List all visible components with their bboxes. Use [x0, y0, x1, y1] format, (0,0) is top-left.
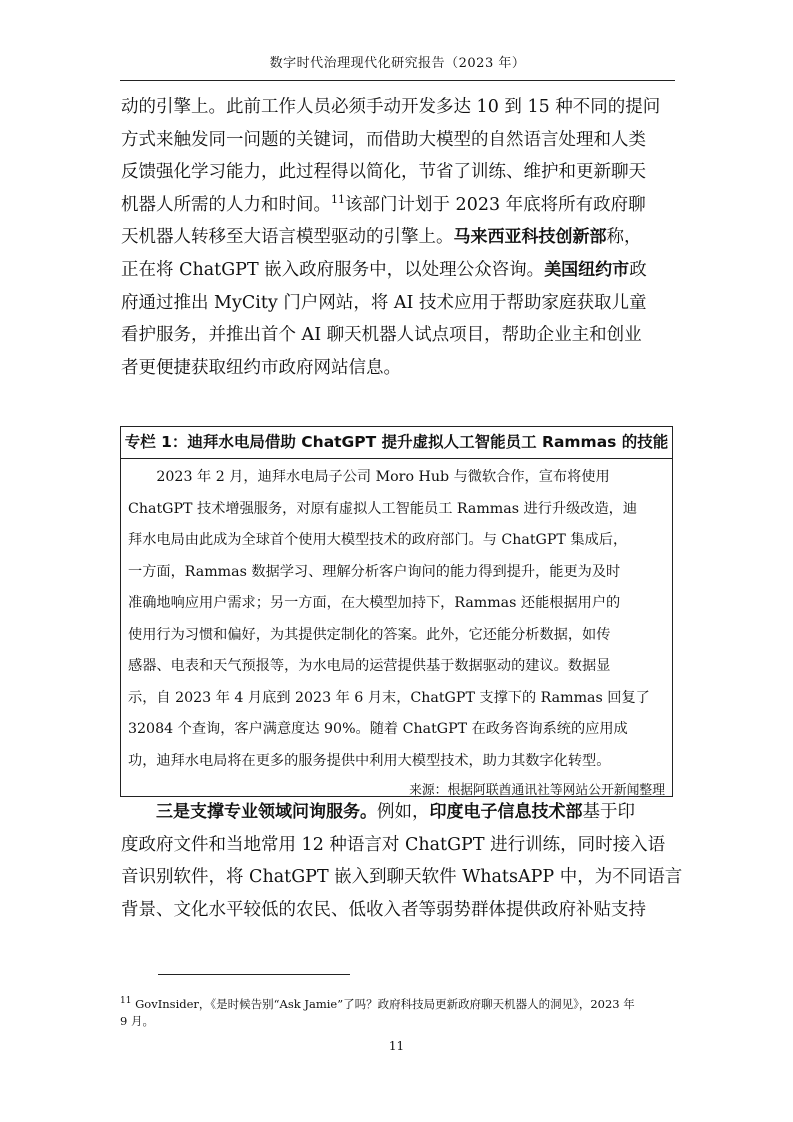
- text-segment: 基于印: [582, 802, 635, 822]
- header-rule: [120, 80, 675, 81]
- text-line: 府通过推出 MyCity 门户网站，将 AI 技术应用于帮助家庭获取儿童: [121, 292, 647, 313]
- text-segment: 机器人所需的人力和时间。: [121, 194, 331, 215]
- text-line: 度政府文件和当地常用 12 种语言对 ChatGPT 进行训练，同时接入语: [121, 834, 666, 855]
- box-line: 使用行为习惯和偏好，为其提供定制化的答案。此外，它还能分析数据，如传: [128, 626, 611, 643]
- footnote-number: 11: [120, 996, 132, 1007]
- footnote-rule: [158, 974, 350, 975]
- text-segment: 该部门计划于 2023 年底将所有政府聊: [345, 194, 646, 215]
- paragraph-2: [121, 796, 683, 926]
- box-line: ChatGPT 技术增强服务，对原有虚拟人工智能员工 Rammas 进行升级改造，迪: [128, 500, 638, 517]
- text-line: 反馈强化学习能力，此过程得以简化，节省了训练、维护和更新聊天: [121, 162, 646, 183]
- running-header: 数字时代治理现代化研究报告（2023 年）: [269, 56, 526, 71]
- text-line: [121, 189, 675, 222]
- footnote-reference[interactable]: 11: [331, 192, 345, 206]
- text-line: 背景、文化水平较低的农民、低收入者等弱势群体提供政府补贴支持: [121, 899, 646, 920]
- box-line: 2023 年 2 月，迪拜水电局子公司 Moro Hub 与微软合作，宣布将使用: [128, 469, 610, 485]
- bold-entity: 美国纽约市: [544, 259, 630, 280]
- box-line: 一方面，Rammas 数据学习、理解分析客户询问的能力得到提升，能更为及时: [128, 563, 621, 580]
- box-line: 准确地响应用户需求；另一方面，在大模型加持下，Rammas 还能根据用户的: [128, 595, 621, 611]
- footnote-line: 9 月。: [120, 1014, 154, 1028]
- footnote: [120, 996, 676, 1030]
- text-line: 方式来触发同一问题的关键词，而借助大模型的自然语言处理和人类: [121, 129, 646, 150]
- paragraph-1: [121, 91, 675, 384]
- box-body: [121, 459, 672, 777]
- text-segment: 天机器人转移至大语言模型驱动的引擎上。: [121, 227, 454, 248]
- bold-entity: 马来西亚科技创新部: [453, 227, 607, 248]
- footnote-line: [120, 996, 676, 1013]
- text-line: 音识别软件，将 ChatGPT 嵌入到聊天软件 WhatsAPP 中，为不同语言: [121, 867, 683, 888]
- box-line: 示，自 2023 年 4 月底到 2023 年 6 月末，ChatGPT 支撑下的 Rammas 回复了: [128, 689, 650, 706]
- box-line: 感器、电表和天气预报等，为水电局的运营提供基于数据驱动的建议。数据显: [128, 658, 611, 674]
- box-source: 来源：根据阿联酋通讯社等网站公开新闻整理: [409, 783, 665, 798]
- text-segment: 正在将 ChatGPT 嵌入政府服务中，以处理公众咨询。: [121, 259, 545, 280]
- box-title: 专栏 1：迪拜水电局借助 ChatGPT 提升虚拟人工智能员工 Rammas 的技能: [121, 427, 672, 459]
- text-line: [121, 254, 675, 287]
- bold-entity: 印度电子信息技术部: [429, 802, 583, 822]
- text-segment: 例如，: [377, 802, 430, 822]
- text-segment: 称，: [606, 227, 642, 248]
- text-line: [121, 796, 675, 829]
- footnote-text: GovInsider，《是时候告别“Ask Jamie”了吗？政府科技局更新政府聊天机器人的洞见》，2023 年: [131, 997, 635, 1011]
- box-line: 功，迪拜水电局将在更多的服务提供中利用大模型技术，助力其数字化转型。: [128, 752, 611, 769]
- bold-heading: 三是支撑专业领域问询服务。: [156, 802, 377, 822]
- page-number: 11: [388, 1039, 405, 1053]
- box-line: 拜水电局由此成为全球首个使用大模型技术的政府部门。与 ChatGPT 集成后，: [128, 532, 628, 548]
- box-line: 32084 个查询，客户满意度达 90%。随着 ChatGPT 在政务咨询系统的应用成: [128, 721, 628, 737]
- text-line: [121, 221, 675, 254]
- text-line: 者更便捷获取纽约市政府网站信息。: [121, 357, 401, 378]
- text-segment: 政: [629, 259, 647, 280]
- text-line: 看护服务，并推出首个 AI 聊天机器人试点项目，帮助企业主和创业: [121, 325, 642, 346]
- text-line: 动的引擎上。此前工作人员必须手动开发多达 10 到 15 种不同的提问: [121, 97, 661, 117]
- sidebar-box: [120, 426, 673, 797]
